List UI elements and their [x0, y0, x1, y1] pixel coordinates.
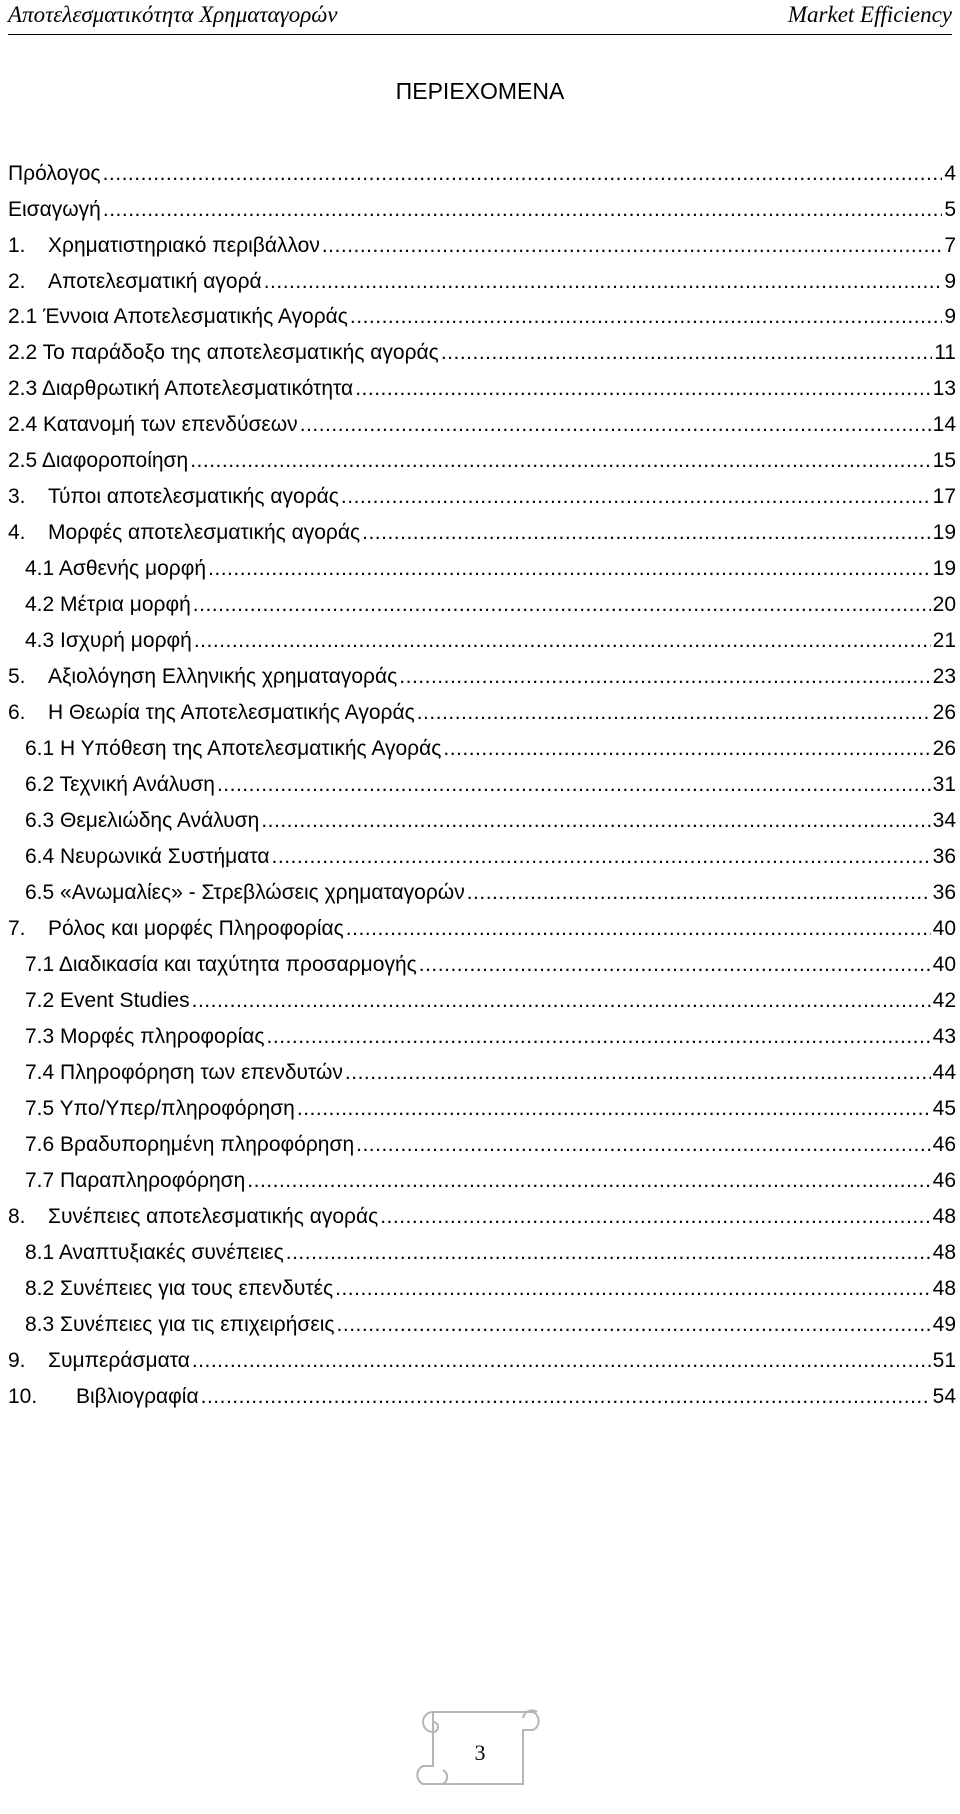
toc-entry[interactable]	[25, 1025, 956, 1055]
toc-entry-label: 2.2 Το παράδοξο της αποτελεσματικής αγοράς	[8, 341, 439, 364]
toc-entry[interactable]	[25, 593, 956, 623]
toc-entry-page: 4	[944, 162, 956, 185]
toc-entry[interactable]	[25, 1241, 956, 1271]
toc-dot-leader	[272, 845, 931, 869]
toc-entry[interactable]	[25, 773, 956, 803]
toc-dot-leader	[467, 881, 931, 905]
toc-entry[interactable]	[8, 198, 956, 228]
toc-entry-number: 1.	[8, 234, 26, 257]
toc-entry-label: Συνέπειες αποτελεσματικής αγοράς	[48, 1205, 379, 1228]
header-title-english: Market Efficiency	[787, 2, 952, 27]
page-number-scroll	[415, 1698, 545, 1804]
toc-entry-label: 7.3 Μορφές πληροφορίας	[25, 1025, 265, 1048]
toc-entry-page: 46	[932, 1169, 956, 1192]
toc-entry-label: 6.1 Η Υπόθεση της Αποτελεσματικής Αγοράς	[25, 737, 442, 760]
toc-entry-label: 7.1 Διαδικασία και ταχύτητα προσαρμογής	[25, 953, 417, 976]
toc-entry[interactable]	[25, 845, 956, 875]
toc-entry-page: 19	[932, 521, 956, 544]
running-header	[8, 0, 952, 35]
toc-entry[interactable]	[25, 881, 956, 911]
toc-entry-page: 40	[932, 917, 956, 940]
toc-entry[interactable]	[25, 1097, 956, 1127]
toc-entry-page: 43	[932, 1025, 956, 1048]
toc-entry-page: 45	[932, 1097, 956, 1120]
toc-entry-label: Αποτελεσματική αγορά	[48, 270, 262, 293]
toc-entry-page: 44	[932, 1061, 956, 1084]
toc-heading: ΠΕΡΙΕΧΟΜΕΝΑ	[395, 78, 565, 104]
toc-dot-leader	[380, 1205, 930, 1229]
toc-entry-page: 42	[932, 989, 956, 1012]
toc-dot-leader	[190, 449, 930, 473]
toc-entry[interactable]	[8, 1385, 956, 1415]
toc-dot-leader	[194, 629, 931, 653]
toc-dot-leader	[103, 198, 942, 222]
toc-entry-label: 2.5 Διαφοροποίηση	[8, 449, 189, 472]
toc-entry-page: 23	[932, 665, 956, 688]
toc-dot-leader	[192, 989, 931, 1013]
toc-entry-page: 54	[932, 1385, 956, 1408]
toc-dot-leader	[341, 485, 931, 509]
toc-entry[interactable]	[25, 737, 956, 767]
toc-entry[interactable]	[25, 989, 956, 1019]
toc-entry-page: 17	[932, 485, 956, 508]
toc-entry-page: 15	[932, 449, 956, 472]
toc-entry-page: 48	[932, 1205, 956, 1228]
toc-entry-label: 6.2 Τεχνική Ανάλυση	[25, 773, 215, 796]
toc-entry-page: 26	[932, 701, 956, 724]
toc-dot-leader	[322, 234, 942, 258]
toc-dot-leader	[441, 341, 932, 365]
toc-entry[interactable]	[25, 1313, 956, 1343]
toc-entry[interactable]	[8, 413, 956, 443]
toc-entry-label: 4.1 Ασθενής μορφή	[25, 557, 207, 580]
toc-entry[interactable]	[8, 1205, 956, 1235]
toc-entry[interactable]	[25, 1169, 956, 1199]
page-number: 3	[474, 1740, 486, 1765]
toc-dot-leader	[362, 521, 931, 545]
toc-entry-label: Συμπεράσματα	[48, 1349, 190, 1372]
toc-entry-page: 48	[932, 1241, 956, 1264]
toc-entry-number: 7.	[8, 917, 26, 940]
toc-dot-leader	[443, 737, 930, 761]
toc-dot-leader	[300, 413, 931, 437]
toc-entry-number: 8.	[8, 1205, 26, 1228]
toc-entry[interactable]	[8, 162, 956, 192]
toc-entry[interactable]	[8, 665, 956, 695]
toc-entry-label: 2.4 Κατανομή των επενδύσεων	[8, 413, 298, 436]
toc-dot-leader	[247, 1169, 930, 1193]
toc-entry[interactable]	[25, 809, 956, 839]
toc-dot-leader	[217, 773, 931, 797]
toc-entry[interactable]	[25, 953, 956, 983]
toc-entry-number: 2.	[8, 270, 26, 293]
toc-entry-label: Αξιολόγηση Ελληνικής χρηματαγοράς	[48, 665, 398, 688]
toc-entry-label: 4.2 Μέτρια μορφή	[25, 593, 191, 616]
toc-dot-leader	[346, 917, 931, 941]
toc-entry-page: 11	[934, 341, 956, 364]
toc-entry-page: 7	[944, 234, 956, 257]
toc-entry-label: 7.2 Event Studies	[25, 989, 190, 1012]
toc-entry-page: 19	[932, 557, 956, 580]
toc-entry-page: 26	[932, 737, 956, 760]
toc-entry-label: 7.5 Υπο/Υπερ/πληροφόρηση	[25, 1097, 295, 1120]
toc-entry-label: 7.6 Βραδυπορημένη πληροφόρηση	[25, 1133, 355, 1156]
toc-dot-leader	[345, 1061, 931, 1085]
toc-entry-label: 8.3 Συνέπειες για τις επιχειρήσεις	[25, 1313, 335, 1336]
toc-dot-leader	[399, 665, 930, 689]
toc-entry-label: Η Θεωρία της Αποτελεσματικής Αγοράς	[48, 701, 415, 724]
toc-entry-label: 2.3 Διαρθρωτική Αποτελεσματικότητα	[8, 377, 354, 400]
toc-entry[interactable]	[25, 629, 956, 659]
toc-entry-label: 8.1 Αναπτυξιακές συνέπειες	[25, 1241, 284, 1264]
toc-entry[interactable]	[8, 377, 956, 407]
toc-entry-page: 36	[932, 845, 956, 868]
toc-dot-leader	[355, 377, 930, 401]
toc-dot-leader	[286, 1241, 931, 1265]
toc-entry[interactable]	[8, 1349, 956, 1379]
toc-entry[interactable]	[8, 341, 956, 371]
toc-entry-label: 6.3 Θεμελιώδης Ανάλυση	[25, 809, 260, 832]
toc-dot-leader	[335, 1277, 931, 1301]
toc-entry-page: 9	[944, 305, 956, 328]
toc-dot-leader	[297, 1097, 931, 1121]
toc-entry-page: 31	[932, 773, 956, 796]
toc-dot-leader	[208, 557, 931, 581]
toc-entry-label: 2.1 Έννοια Αποτελεσματικής Αγοράς	[8, 305, 348, 328]
toc-entry[interactable]	[8, 917, 956, 947]
toc-entry-page: 9	[944, 270, 956, 293]
toc-entry[interactable]	[8, 234, 956, 264]
toc-entry-number: 4.	[8, 521, 26, 544]
toc-entry-label: 7.7 Παραπληροφόρηση	[25, 1169, 246, 1192]
toc-dot-leader	[201, 1385, 931, 1409]
toc-entry-label: 7.4 Πληροφόρηση των επενδυτών	[25, 1061, 343, 1084]
toc-entry-page: 21	[932, 629, 956, 652]
toc-entry-number: 10.	[8, 1385, 38, 1408]
toc-entry-number: 5.	[8, 665, 26, 688]
toc-entry-page: 20	[932, 593, 956, 616]
toc-dot-leader	[103, 162, 943, 186]
toc-entry-label: 4.3 Ισχυρή μορφή	[25, 629, 192, 652]
toc-entry-label: 8.2 Συνέπειες για τους επενδυτές	[25, 1277, 334, 1300]
toc-entry-label: Τύποι αποτελεσματικής αγοράς	[48, 485, 339, 508]
toc-dot-leader	[356, 1133, 931, 1157]
toc-entry[interactable]	[8, 270, 956, 300]
toc-entry[interactable]	[25, 1061, 956, 1091]
toc-entry[interactable]	[8, 485, 956, 515]
toc-entry[interactable]	[8, 701, 956, 731]
toc-entry-page: 46	[932, 1133, 956, 1156]
toc-entry-label: Μορφές αποτελεσματικής αγοράς	[48, 521, 361, 544]
toc-entry[interactable]	[8, 305, 956, 335]
toc-dot-leader	[419, 953, 931, 977]
toc-entry-label: Χρηματιστηριακό περιβάλλον	[48, 234, 320, 257]
toc-entry-label: Ρόλος και μορφές Πληροφορίας	[48, 917, 344, 940]
toc-dot-leader	[267, 1025, 931, 1049]
toc-entry-page: 40	[932, 953, 956, 976]
toc-entry-page: 5	[944, 198, 956, 221]
toc-entry-label: Πρόλογος	[8, 162, 101, 185]
toc-entry[interactable]	[25, 1277, 956, 1307]
toc-entry-page: 34	[932, 809, 956, 832]
toc-entry-page: 13	[932, 377, 956, 400]
toc-entry-number: 9.	[8, 1349, 26, 1372]
toc-entry[interactable]	[8, 521, 956, 551]
toc-dot-leader	[264, 270, 943, 294]
toc-entry-number: 6.	[8, 701, 26, 724]
toc-entry-page: 51	[932, 1349, 956, 1372]
toc-entry-page: 36	[932, 881, 956, 904]
toc-dot-leader	[193, 593, 931, 617]
header-title-greek: Αποτελεσματικότητα Χρηματαγορών	[8, 2, 338, 27]
toc-entry-page: 14	[932, 413, 956, 436]
toc-entry-label: Εισαγωγή	[8, 198, 101, 221]
toc-entry-page: 49	[932, 1313, 956, 1336]
toc-entry-label: Βιβλιογραφία	[76, 1385, 199, 1408]
toc-entry-page: 48	[932, 1277, 956, 1300]
toc-dot-leader	[350, 305, 942, 329]
toc-entry[interactable]	[25, 1133, 956, 1163]
toc-entry[interactable]	[8, 449, 956, 479]
toc-dot-leader	[337, 1313, 931, 1337]
toc-entry[interactable]	[25, 557, 956, 587]
toc-dot-leader	[192, 1349, 931, 1373]
toc-entry-label: 6.4 Νευρωνικά Συστήματα	[25, 845, 270, 868]
toc-entry-number: 3.	[8, 485, 26, 508]
toc-dot-leader	[261, 809, 930, 833]
toc-entry-label: 6.5 «Ανωμαλίες» - Στρεβλώσεις χρηματαγορών	[25, 881, 465, 904]
toc-dot-leader	[417, 701, 931, 725]
